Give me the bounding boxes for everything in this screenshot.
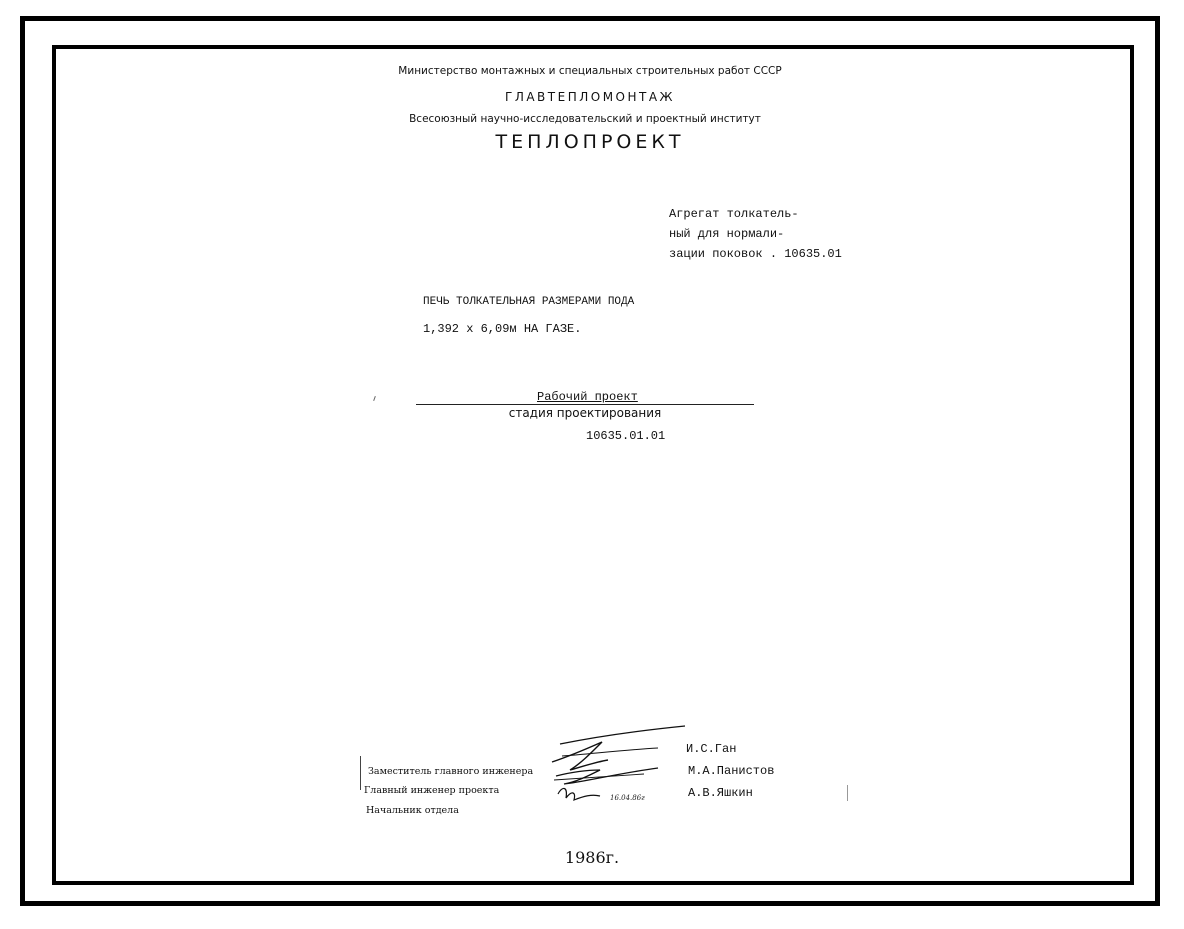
project-type: Рабочий проект: [537, 390, 638, 404]
name-yashkin: А.В.Яшкин: [688, 786, 753, 800]
name-gan: И.С.Ган: [686, 742, 737, 756]
handwritten-date: 16.04.86г: [610, 794, 645, 802]
project-stage: стадия проектирования: [508, 406, 662, 420]
aggregate-line-2: ный для нормали-: [669, 227, 785, 241]
glavk-name: ГЛАВТЕПЛОМОНТАЖ: [505, 90, 675, 104]
ministry-name: Министерство монтажных и специальных строительных работ СССР: [398, 65, 782, 77]
aggregate-line-1: Агрегат толкатель-: [669, 207, 799, 221]
handwritten-signatures: [540, 720, 700, 820]
role-chief-project-engineer: Главный инженер проекта: [364, 785, 500, 796]
document-title-line-1: ПЕЧЬ ТОЛКАТЕЛЬНАЯ РАЗМЕРАМИ ПОДА: [423, 296, 635, 308]
role-department-head: Начальник отдела: [366, 805, 459, 816]
role-deputy-chief-engineer: Заместитель главного инженера: [368, 766, 534, 777]
project-rule-line: [416, 404, 754, 405]
name-panistov: М.А.Панистов: [688, 764, 775, 778]
document-title-line-2: 1,392 х 6,09м НА ГАЗЕ.: [423, 322, 582, 336]
document-year: 1986г.: [564, 848, 620, 867]
margin-mark: [847, 785, 848, 801]
institute-description: Всесоюзный научно-исследовательский и проектный институт: [409, 113, 761, 125]
aggregate-line-3: зации поковок . 10635.01: [669, 247, 842, 261]
institute-name: ТЕПЛОПРОЕКТ: [495, 131, 685, 153]
project-code: 10635.01.01: [586, 429, 666, 443]
